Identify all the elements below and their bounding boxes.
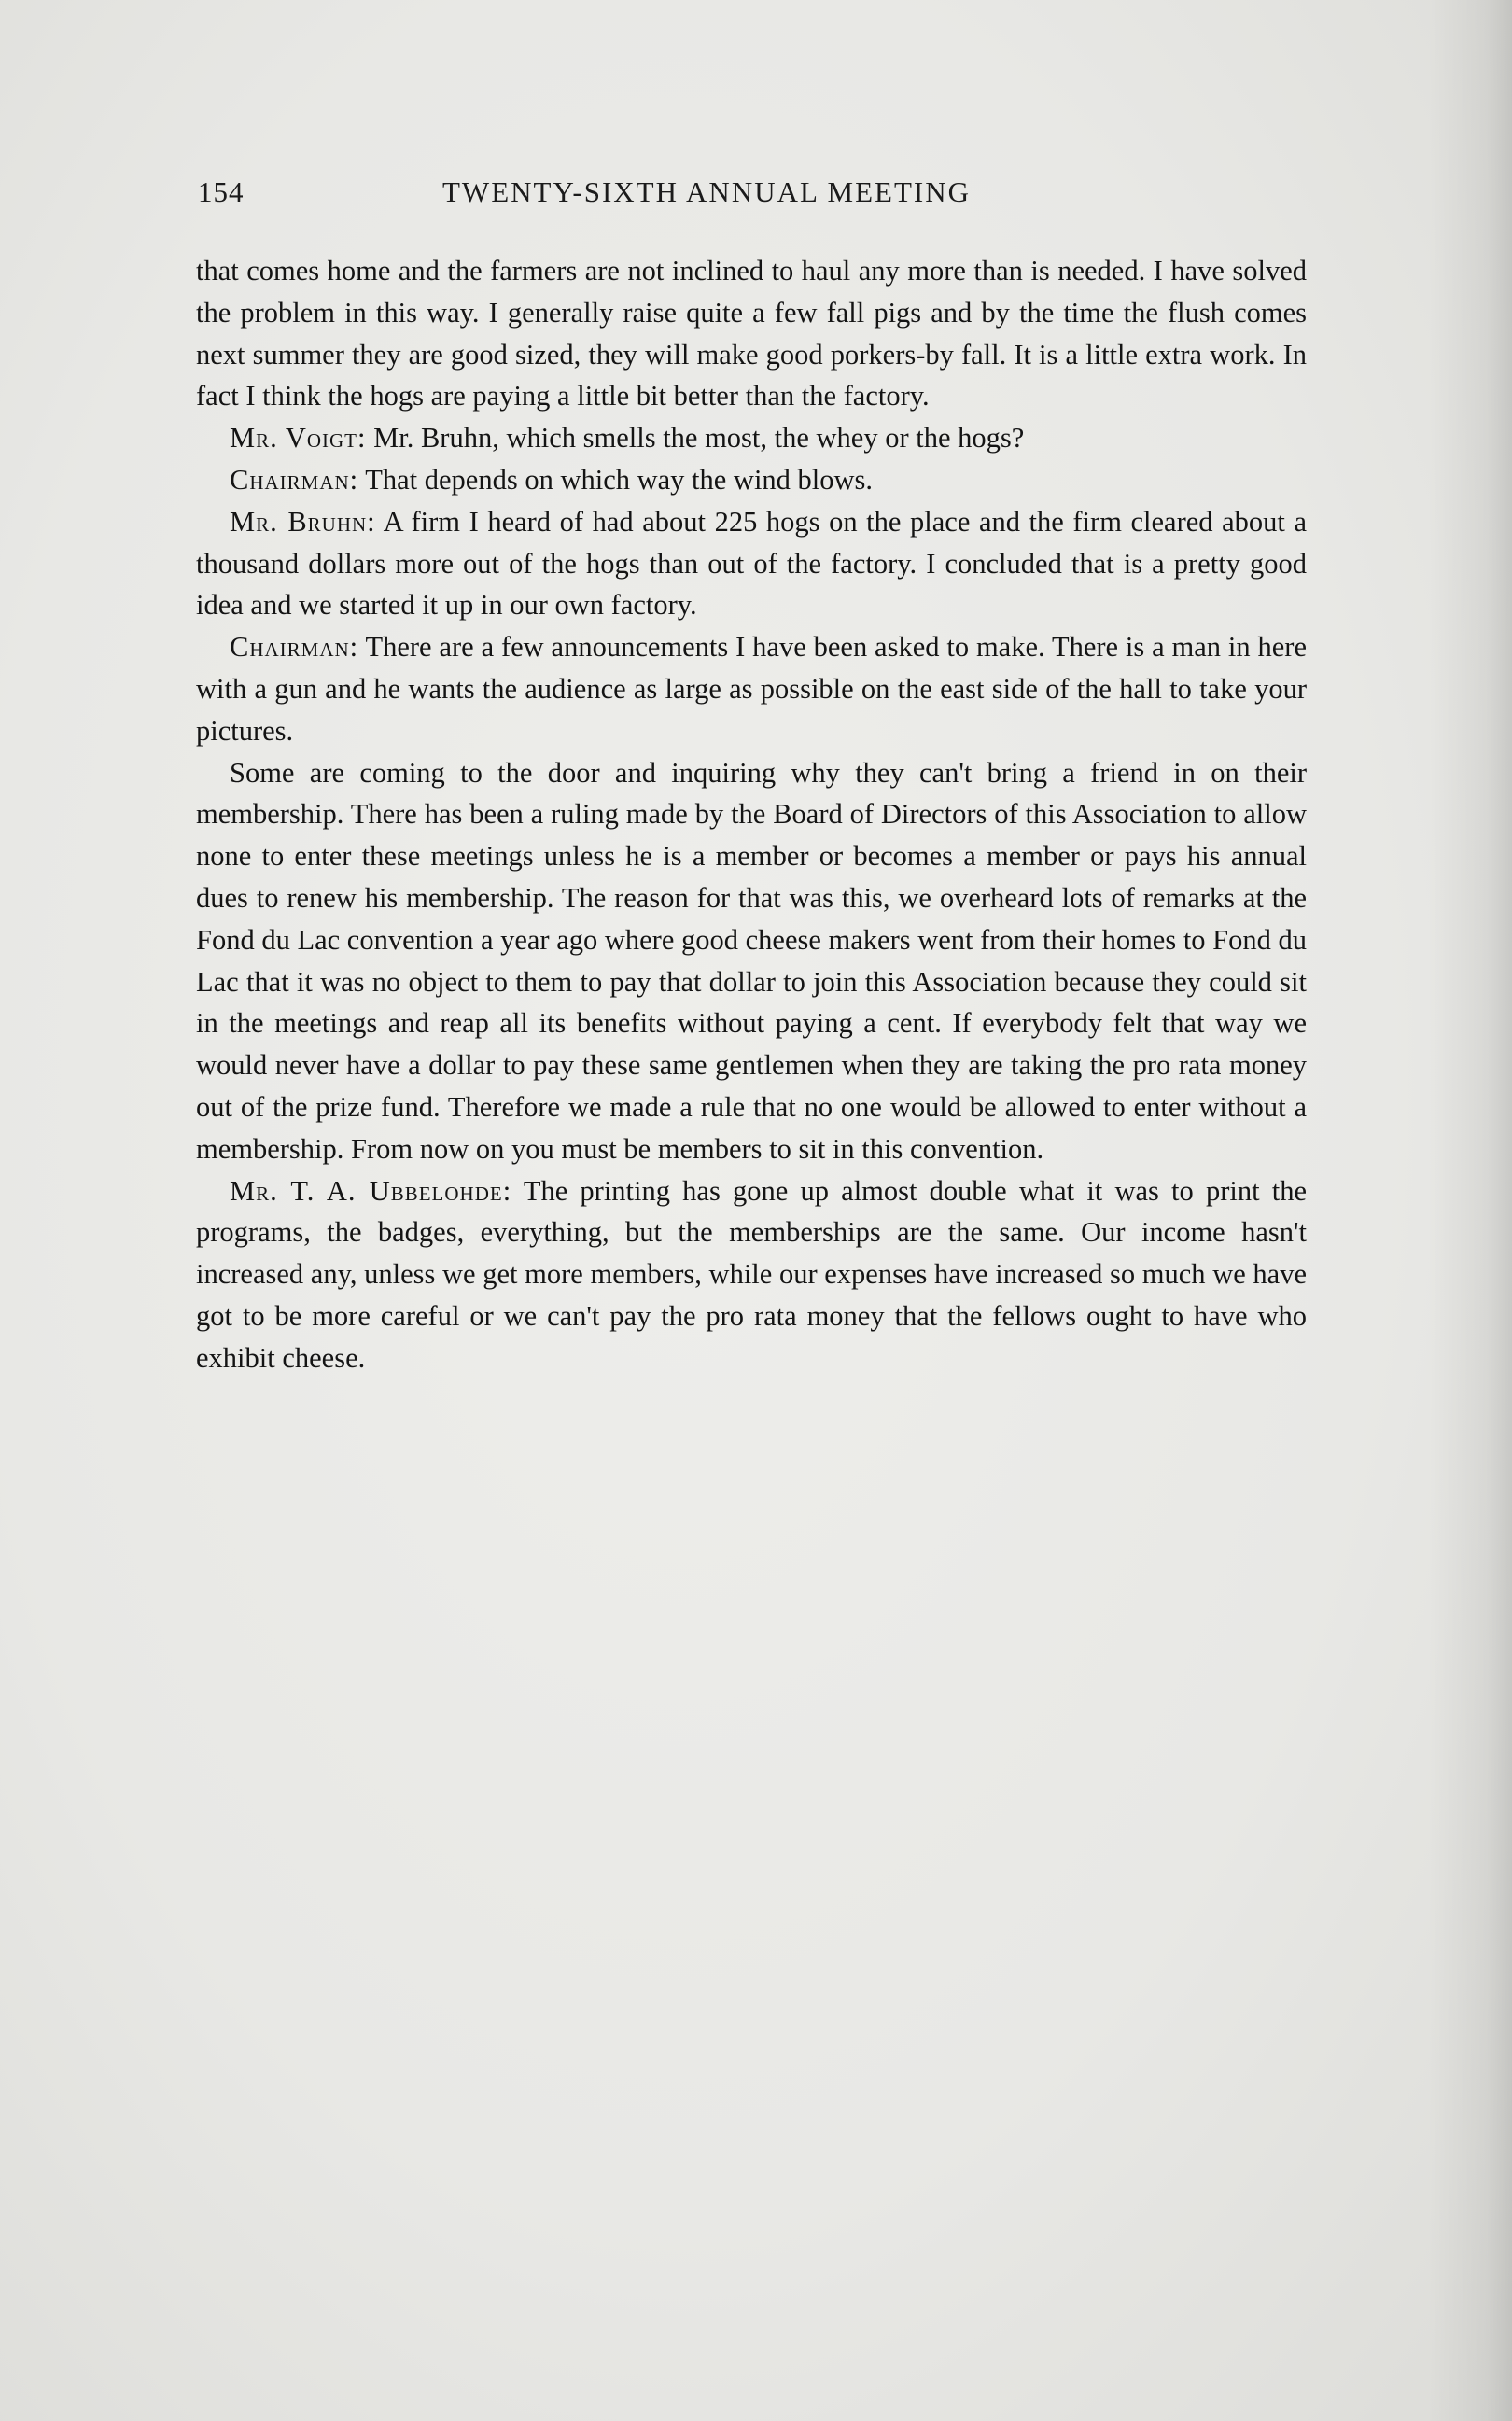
paragraph: [196, 417, 1307, 459]
paragraph-text: Some are coming to the door and inquiring why they can't bring a friend in on their membership. There has been a ruling made by the Board of Directors of this Association to allow none to enter these meetings unless he is a member or becomes a member or pays his annual dues to renew his membership. The reason for that was this, we overheard lots of remarks at the Fond du Lac convention a year ago where good cheese makers went from their homes to Fond du Lac that it was no object to them to pay that dollar to join this Association because they could sit in the meetings and reap all its benefits without paying a cent. If everybody felt that way we would never have a dollar to pay these same gentlemen when they are taking the pro rata money out of the prize fund. Therefore we made a rule that no one would be allowed to enter without a membership. From now on you must be members to sit in this convention.: [196, 756, 1308, 1165]
paragraph: [196, 501, 1307, 626]
speaker-name: Mr. Bruhn:: [230, 505, 376, 538]
paragraph-text: That depends on which way the wind blows.: [365, 463, 874, 496]
paragraph: [196, 626, 1307, 751]
paragraph: [196, 250, 1307, 417]
paragraph-text: The printing has gone up almost double what it was to print the programs, the badges, everything, but the memberships are the same. Our income hasn't increased any, unless we get more members, while our expenses have increased so much we have got to be more careful or we can't pay the pro rata money that the fellows ought to have who exhibit cheese.: [196, 1174, 1307, 1374]
page-edge-shadow: [1428, 0, 1512, 2421]
paragraph-text: A firm I heard of had about 225 hogs on the place and the firm cleared about a thousand dollars more out of the hogs than out of the factory. I concluded that is a pretty good idea and we started it up in our own factory.: [196, 505, 1307, 622]
running-head: TWENTY-SIXTH ANNUAL MEETING: [442, 175, 971, 208]
speaker-name: Mr. Voigt:: [230, 422, 367, 455]
paragraph: [196, 459, 1307, 501]
page-number: 154: [198, 175, 245, 208]
speaker-name: Chairman:: [230, 463, 359, 496]
paragraph-text: that comes home and the farmers are not inclined to haul any more than is needed. I have solved the problem in this way. I generally raise quite a few fall pigs and by the time the flush comes next summer they are good sized, they will make good porkers-by fall. It is a little extra work. In fact I think the hogs are paying a little bit better than the factory.: [196, 255, 1307, 413]
page-header: [198, 175, 1071, 220]
paragraph-text: There are a few announcements I have been asked to make. There is a man in here with a gun and he wants the audience as large as possible on the east side of the hall to take your pictures.: [196, 631, 1308, 747]
paragraph: [196, 752, 1307, 1170]
speaker-name: Chairman:: [230, 631, 359, 664]
paragraph: [196, 1170, 1307, 1379]
speaker-name: Mr. T. A. Ubbelohde:: [230, 1174, 512, 1207]
body-text: [196, 250, 1307, 1379]
paragraph-text: Mr. Bruhn, which smells the most, the whey or the hogs?: [373, 422, 1025, 455]
